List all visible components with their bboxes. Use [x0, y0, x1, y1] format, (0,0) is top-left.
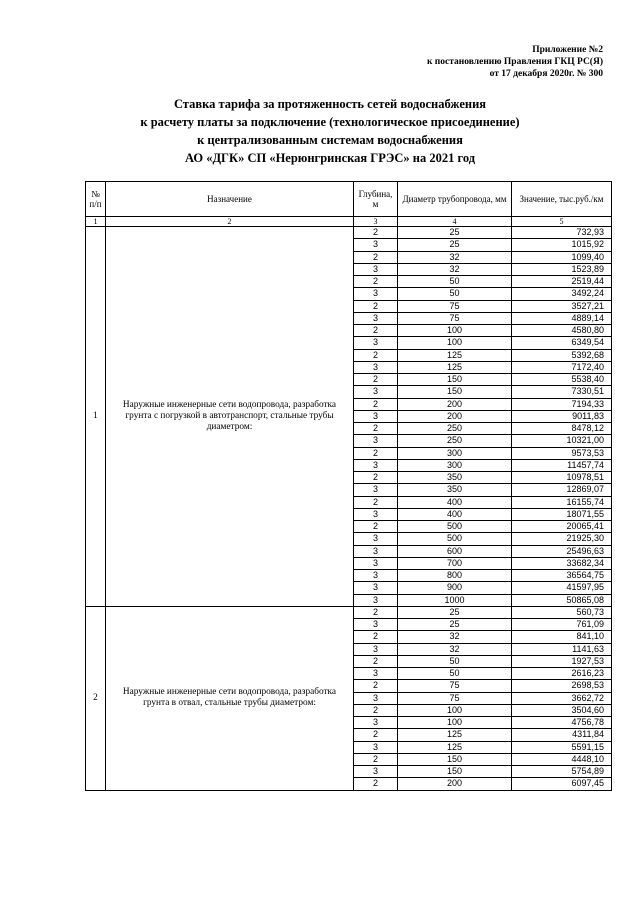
- diameter-cell: 25: [398, 619, 512, 631]
- diameter-cell: 50: [398, 288, 512, 300]
- diameter-cell: 25: [398, 606, 512, 618]
- diameter-cell: 1000: [398, 594, 512, 606]
- value-cell: 10321,00: [512, 435, 612, 447]
- value-cell: 732,93: [512, 227, 612, 239]
- diameter-cell: 125: [398, 361, 512, 373]
- value-cell: 841,10: [512, 631, 612, 643]
- depth-cell: 3: [354, 557, 398, 569]
- header-purpose: Назначение: [106, 182, 354, 217]
- value-cell: 2616,23: [512, 668, 612, 680]
- depth-cell: 2: [354, 374, 398, 386]
- depth-cell: 3: [354, 312, 398, 324]
- depth-cell: 3: [354, 594, 398, 606]
- diameter-cell: 125: [398, 741, 512, 753]
- diameter-cell: 25: [398, 227, 512, 239]
- column-numbers-row: [86, 217, 612, 227]
- column-number: 4: [398, 217, 512, 227]
- appendix-line-2: к постановлению Правления ГКЦ РС(Я): [426, 57, 603, 67]
- value-cell: 5538,40: [512, 374, 612, 386]
- value-cell: 4448,10: [512, 753, 612, 765]
- diameter-cell: 250: [398, 423, 512, 435]
- table-row: [86, 606, 612, 618]
- appendix-block: [303, 44, 603, 80]
- tariff-table: [85, 181, 612, 791]
- depth-cell: 2: [354, 704, 398, 716]
- value-cell: 50865,08: [512, 594, 612, 606]
- value-cell: 5591,15: [512, 741, 612, 753]
- depth-cell: 3: [354, 741, 398, 753]
- depth-cell: 2: [354, 496, 398, 508]
- value-cell: 33682,34: [512, 557, 612, 569]
- diameter-cell: 500: [398, 533, 512, 545]
- value-cell: 6097,45: [512, 778, 612, 790]
- depth-cell: 2: [354, 729, 398, 741]
- value-cell: 20065,41: [512, 521, 612, 533]
- diameter-cell: 200: [398, 398, 512, 410]
- depth-cell: 2: [354, 325, 398, 337]
- diameter-cell: 900: [398, 582, 512, 594]
- depth-cell: 3: [354, 766, 398, 778]
- header-diameter: Диаметр трубопровода, мм: [398, 182, 512, 217]
- value-cell: 1927,53: [512, 655, 612, 667]
- depth-cell: 2: [354, 349, 398, 361]
- depth-cell: 2: [354, 655, 398, 667]
- depth-cell: 3: [354, 533, 398, 545]
- value-cell: 25496,63: [512, 545, 612, 557]
- value-cell: 7172,40: [512, 361, 612, 373]
- depth-cell: 2: [354, 300, 398, 312]
- depth-cell: 3: [354, 484, 398, 496]
- diameter-cell: 32: [398, 643, 512, 655]
- diameter-cell: 150: [398, 753, 512, 765]
- value-cell: 5754,89: [512, 766, 612, 778]
- diameter-cell: 75: [398, 312, 512, 324]
- section-purpose: Наружные инженерные сети водопровода, разработка грунта с погрузкой в автотранспорт, стальные трубы диаметром:: [106, 227, 354, 607]
- table-body: [86, 227, 612, 791]
- diameter-cell: 700: [398, 557, 512, 569]
- depth-cell: 3: [354, 643, 398, 655]
- diameter-cell: 75: [398, 300, 512, 312]
- depth-cell: 2: [354, 753, 398, 765]
- diameter-cell: 75: [398, 680, 512, 692]
- value-cell: 21925,30: [512, 533, 612, 545]
- depth-cell: 3: [354, 361, 398, 373]
- value-cell: 8478,12: [512, 423, 612, 435]
- diameter-cell: 300: [398, 459, 512, 471]
- diameter-cell: 50: [398, 668, 512, 680]
- appendix-line-3: от 17 декабря 2020г. № 300: [489, 69, 603, 79]
- column-number: 3: [354, 217, 398, 227]
- column-number: 1: [86, 217, 106, 227]
- depth-cell: 3: [354, 337, 398, 349]
- depth-cell: 2: [354, 423, 398, 435]
- title-line-3: к централизованным системам водоснабжения: [197, 133, 463, 147]
- value-cell: 41597,95: [512, 582, 612, 594]
- depth-cell: 3: [354, 508, 398, 520]
- value-cell: 3527,21: [512, 300, 612, 312]
- depth-cell: 3: [354, 459, 398, 471]
- depth-cell: 3: [354, 582, 398, 594]
- depth-cell: 3: [354, 692, 398, 704]
- depth-cell: 3: [354, 545, 398, 557]
- value-cell: 18071,55: [512, 508, 612, 520]
- value-cell: 6349,54: [512, 337, 612, 349]
- diameter-cell: 250: [398, 435, 512, 447]
- diameter-cell: 32: [398, 263, 512, 275]
- diameter-cell: 100: [398, 717, 512, 729]
- depth-cell: 2: [354, 447, 398, 459]
- depth-cell: 3: [354, 410, 398, 422]
- depth-cell: 2: [354, 251, 398, 263]
- value-cell: 1099,40: [512, 251, 612, 263]
- value-cell: 560,73: [512, 606, 612, 618]
- header-row: [86, 182, 612, 217]
- title-line-1: Ставка тарифа за протяженность сетей водоснабжения: [173, 97, 487, 111]
- value-cell: 1523,89: [512, 263, 612, 275]
- depth-cell: 3: [354, 668, 398, 680]
- diameter-cell: 300: [398, 447, 512, 459]
- value-cell: 4889,14: [512, 312, 612, 324]
- diameter-cell: 32: [398, 631, 512, 643]
- diameter-cell: 150: [398, 766, 512, 778]
- diameter-cell: 100: [398, 704, 512, 716]
- value-cell: 4756,78: [512, 717, 612, 729]
- depth-cell: 2: [354, 398, 398, 410]
- value-cell: 3492,24: [512, 288, 612, 300]
- depth-cell: 3: [354, 717, 398, 729]
- diameter-cell: 400: [398, 508, 512, 520]
- diameter-cell: 50: [398, 655, 512, 667]
- depth-cell: 3: [354, 288, 398, 300]
- depth-cell: 2: [354, 521, 398, 533]
- diameter-cell: 350: [398, 472, 512, 484]
- value-cell: 9011,83: [512, 410, 612, 422]
- value-cell: 16155,74: [512, 496, 612, 508]
- value-cell: 761,09: [512, 619, 612, 631]
- diameter-cell: 350: [398, 484, 512, 496]
- depth-cell: 3: [354, 435, 398, 447]
- depth-cell: 2: [354, 680, 398, 692]
- value-cell: 10978,51: [512, 472, 612, 484]
- appendix-line-1: Приложение №2: [532, 45, 603, 55]
- table-row: [86, 227, 612, 239]
- diameter-cell: 400: [398, 496, 512, 508]
- depth-cell: 3: [354, 386, 398, 398]
- section-number: 2: [86, 606, 106, 790]
- depth-cell: 2: [354, 276, 398, 288]
- diameter-cell: 125: [398, 729, 512, 741]
- value-cell: 3662,72: [512, 692, 612, 704]
- value-cell: 36564,75: [512, 570, 612, 582]
- header-depth: Глубина, м: [354, 182, 398, 217]
- depth-cell: 3: [354, 619, 398, 631]
- diameter-cell: 125: [398, 349, 512, 361]
- depth-cell: 2: [354, 606, 398, 618]
- title-line-4: АО «ДГК» СП «Нерюнгринская ГРЭС» на 2021 год: [184, 151, 476, 165]
- diameter-cell: 200: [398, 778, 512, 790]
- depth-cell: 2: [354, 631, 398, 643]
- diameter-cell: 600: [398, 545, 512, 557]
- title-line-2: к расчету платы за подключение (технологическое присоединение): [140, 115, 520, 129]
- column-number: 2: [106, 217, 354, 227]
- value-cell: 5392,68: [512, 349, 612, 361]
- depth-cell: 2: [354, 227, 398, 239]
- diameter-cell: 500: [398, 521, 512, 533]
- depth-cell: 2: [354, 778, 398, 790]
- column-number: 5: [512, 217, 612, 227]
- section-number: 1: [86, 227, 106, 607]
- value-cell: 4311,84: [512, 729, 612, 741]
- depth-cell: 3: [354, 239, 398, 251]
- section-purpose: Наружные инженерные сети водопровода, разработка грунта в отвал, стальные трубы диаметром:: [106, 606, 354, 790]
- diameter-cell: 150: [398, 374, 512, 386]
- value-cell: 7330,51: [512, 386, 612, 398]
- value-cell: 12869,07: [512, 484, 612, 496]
- header-number: № п/п: [86, 182, 106, 217]
- diameter-cell: 200: [398, 410, 512, 422]
- depth-cell: 2: [354, 472, 398, 484]
- document-title: [60, 95, 600, 167]
- diameter-cell: 100: [398, 337, 512, 349]
- diameter-cell: 25: [398, 239, 512, 251]
- value-cell: 3504,60: [512, 704, 612, 716]
- value-cell: 2698,53: [512, 680, 612, 692]
- diameter-cell: 100: [398, 325, 512, 337]
- diameter-cell: 32: [398, 251, 512, 263]
- value-cell: 4580,80: [512, 325, 612, 337]
- diameter-cell: 800: [398, 570, 512, 582]
- diameter-cell: 150: [398, 386, 512, 398]
- value-cell: 7194,33: [512, 398, 612, 410]
- diameter-cell: 75: [398, 692, 512, 704]
- value-cell: 2519,44: [512, 276, 612, 288]
- value-cell: 1015,92: [512, 239, 612, 251]
- depth-cell: 3: [354, 263, 398, 275]
- header-value: Значение, тыс.руб./км: [512, 182, 612, 217]
- value-cell: 9573,53: [512, 447, 612, 459]
- depth-cell: 3: [354, 570, 398, 582]
- value-cell: 1141,63: [512, 643, 612, 655]
- value-cell: 11457,74: [512, 459, 612, 471]
- diameter-cell: 50: [398, 276, 512, 288]
